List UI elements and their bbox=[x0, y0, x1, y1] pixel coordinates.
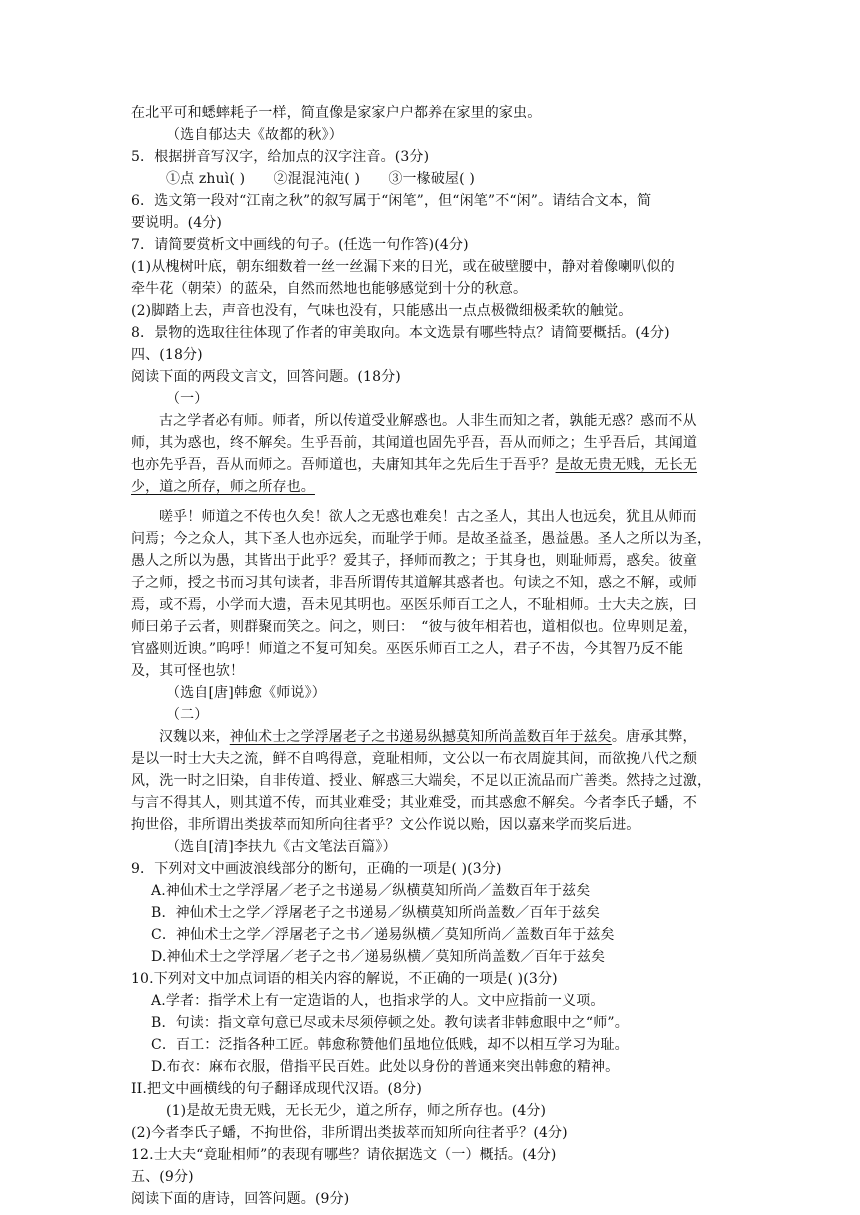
passage-1-line: 愚人之所以为愚，其皆出于此乎？爱其子，择师而教之；于其身也，则耻师焉，惑矣。彼童 bbox=[131, 553, 697, 569]
passage-1-line: 焉，或不焉，小学而大遗，吾未见其明也。巫医乐师百工之人，不耻相师。士大夫之族，曰 bbox=[131, 597, 697, 613]
question-12: 12.士大夫“竟耻相师”的表现有哪些？请依据选文（一）概括。(4分) bbox=[131, 1147, 557, 1163]
question-6-cont: 要说明。(4分) bbox=[131, 215, 223, 231]
underlined-sentence-cont: 少，道之所存，师之所存也。 bbox=[131, 479, 315, 495]
source-citation: （选自郁达夫《故都的秋》） bbox=[166, 127, 343, 143]
passage-text: 。唐承其弊， bbox=[611, 729, 697, 745]
question-10: 10.下列对文中加点词语的相关内容的解说，不正确的一项是( )(3分) bbox=[131, 971, 558, 987]
passage-text: 也亦先乎吾，吾从而师之。吾师道也，夫庸知其年之先后生于吾乎？ bbox=[131, 457, 556, 473]
source-citation: （选自[清]李扶九《古文笔法百篇》） bbox=[166, 839, 397, 855]
passage-1-line: 师，其为惑也，终不解矣。生乎吾前，其闻道也固先乎吾，吾从而师之；生乎吾后，其闻道 bbox=[131, 435, 697, 451]
passage-1-line: 师曰弟子云者，则群聚而笑之。问之，则曰： “彼与彼年相若也，道相似也。位卑则足羞， bbox=[131, 619, 698, 635]
section-heading-4: 四、(18分) bbox=[131, 347, 203, 363]
question-7-option-1-cont: 牵牛花（朝荣）的蓝朵，自然而然地也能够感觉到十分的秋意。 bbox=[131, 281, 528, 297]
question-10-option-d: D.布衣：麻布衣服，借指平民百姓。此处以身份的普通来突出韩愈的精神。 bbox=[151, 1059, 620, 1075]
passage-2-line: 风，洗一时之旧染，自非传道、授业、解惑三大端矣，不足以正流品而广善类。然持之过激， bbox=[131, 773, 712, 789]
passage-1-line: 古之学者必有师。师者，所以传道受业解惑也。人非生而知之者，孰能无惑？惑而不从 bbox=[159, 413, 697, 429]
passage-1-label: （一） bbox=[166, 391, 209, 407]
question-11-part-1: (1)是故无贵无贱，无长无少，道之所存，师之所存也。(4分) bbox=[166, 1103, 547, 1119]
passage-1-line: 子之师，授之书而习其句读者，非吾所谓传其道解其惑者也。句读之不知，惑之不解，或师 bbox=[131, 575, 697, 591]
text-line: 在北平可和蟋蟀耗子一样，简直像是家家户户都养在家里的家虫。 bbox=[131, 105, 542, 121]
question-7-option-2: (2)脚踏上去，声音也没有，气味也没有，只能感出一点点极微细极柔软的触觉。 bbox=[131, 303, 633, 319]
passage-1-line: 及，其可怪也欤！ bbox=[131, 663, 245, 679]
passage-2-line bbox=[159, 726, 759, 748]
passage-1-line bbox=[131, 454, 731, 476]
question-9: 9．下列对文中画波浪线部分的断句，正确的一项是( )(3分) bbox=[131, 861, 502, 877]
question-9-option-b: B．神仙术士之学／浮屠老子之书递易／纵横莫知所尚盖数／百年于兹矣 bbox=[151, 905, 601, 921]
passage-2-line: 是以一时士大夫之流，鲜不自鸣得意，竟耻相师，文公以一布衣周旋其间，而欲挽八代之颓 bbox=[131, 751, 697, 767]
question-8: 8．景物的选取往往体现了作者的审美取向。本文选景有哪些特点？请简要概括。(4分) bbox=[131, 325, 670, 341]
section-4-instruction: 阅读下面的两段文言文，回答问题。(18分) bbox=[131, 369, 401, 385]
question-9-option-d: D.神仙术士之学浮屠／老子之书／递易纵横／莫知所尚盖数／百年于兹矣 bbox=[151, 949, 606, 965]
passage-2-label: （二） bbox=[166, 707, 209, 723]
passage-1-line: 嗟乎！师道之不传也久矣！欲人之无惑也难矣！古之圣人，其出人也远矣，犹且从师而 bbox=[159, 509, 697, 525]
question-10-option-a: A.学者：指学术上有一定造诣的人，也指求学的人。文中应指前一义项。 bbox=[151, 993, 605, 1009]
question-7: 7．请简要赏析文中画线的句子。(任选一句作答)(4分) bbox=[131, 237, 469, 253]
question-5-items: ①点 zhuì( ) ②混混沌沌( ) ③一椽破屋( ) bbox=[166, 171, 475, 187]
question-6: 6．选文第一段对“江南之秋”的叙写属于“闲笔”，但“闲笔”不“闲”。请结合文本，简 bbox=[131, 193, 652, 209]
passage-text: 汉魏以来， bbox=[159, 729, 230, 745]
question-9-option-c: C．神仙术士之学／浮屠老子之书／递易纵横／莫知所尚／盖数百年于兹矣 bbox=[151, 927, 615, 943]
section-5-instruction: 阅读下面的唐诗，回答问题。(9分) bbox=[131, 1191, 350, 1207]
question-5: 5．根据拼音写汉字，给加点的汉字注音。(3分) bbox=[131, 149, 430, 165]
passage-1-line: 官盛则近谀。”呜呼！师道之不复可知矣。巫医乐师百工之人，君子不齿，今其智乃反不能 bbox=[131, 641, 684, 657]
question-7-option-1: (1)从槐树叶底，朝东细数着一丝一丝漏下来的日光，或在破壁腰中，静对着像喇叭似的 bbox=[131, 259, 675, 275]
passage-2-line: 拘世俗，非所谓出类拔萃而知所向往者乎？文公作说以贻，因以嘉来学而奖后进。 bbox=[131, 817, 641, 833]
passage-1-line: 问焉；今之众人，其下圣人也亦远矣，而耻学于师。是故圣益圣，愚益愚。圣人之所以为圣， bbox=[131, 531, 712, 547]
wavy-underlined-sentence: 神仙术士之学浮屠老子之书递易纵撼莫知所尚盖数百年于兹矣 bbox=[229, 729, 612, 745]
passage-1-line bbox=[131, 476, 731, 498]
question-11-part-2: (2)今者李氏子蟠，不拘世俗，非所谓出类拔萃而知所向往者乎？(4分) bbox=[131, 1125, 568, 1141]
question-11: II.把文中画横线的句子翻译成现代汉语。(8分) bbox=[131, 1081, 422, 1097]
question-10-option-c: C．百工：泛指各种工匠。韩愈称赞他们虽地位低贱，却不以相互学习为耻。 bbox=[151, 1037, 629, 1053]
source-citation: （选自[唐]韩愈《师说》） bbox=[166, 685, 326, 701]
underlined-sentence: 是故无贵无贱，无长无 bbox=[555, 457, 697, 473]
passage-2-line: 与言不得其人，则其道不传，而其业难受；其业难受，而其惑愈不解矣。今者李氏子蟠，不 bbox=[131, 795, 697, 811]
section-heading-5: 五、(9分) bbox=[131, 1169, 194, 1185]
question-10-option-b: B．句读：指文章句意已尽或未尽须停顿之处。教句读者非韩愈眼中之“师”。 bbox=[151, 1015, 629, 1031]
question-9-option-a: A.神仙术士之学浮屠／老子之书递易／纵横莫知所尚／盖数百年于兹矣 bbox=[151, 883, 591, 899]
